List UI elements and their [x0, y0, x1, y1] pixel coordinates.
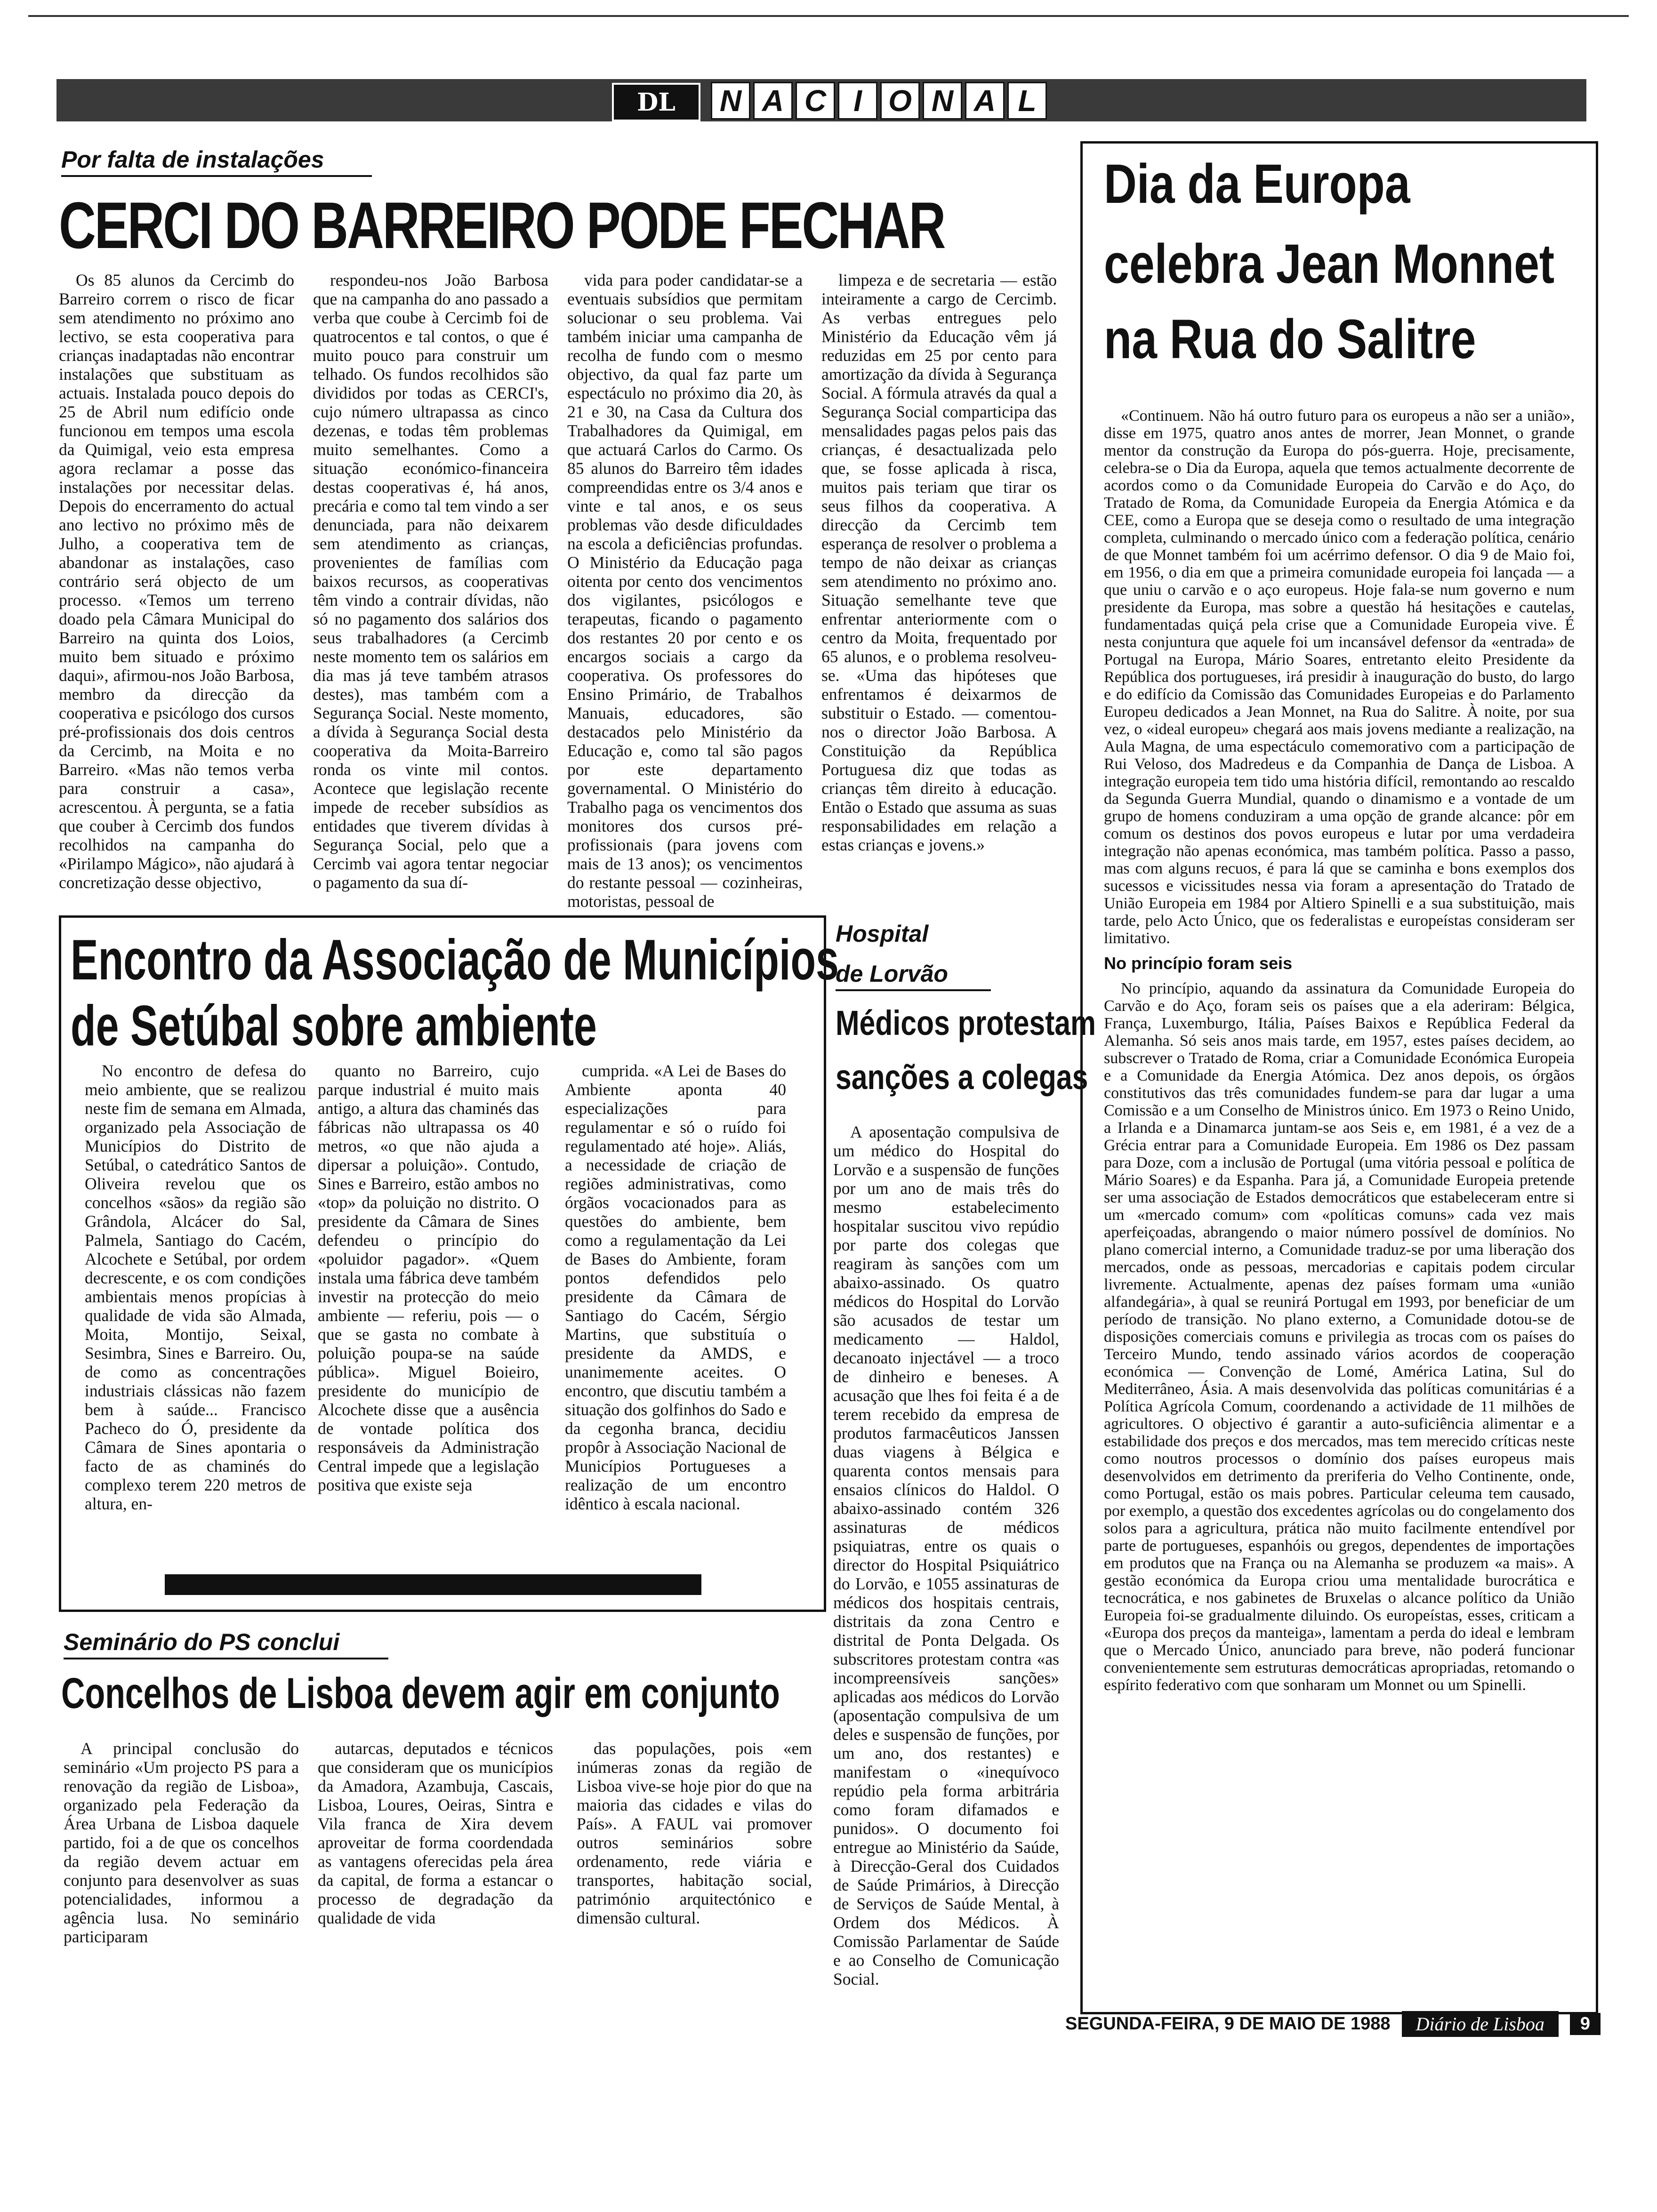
setubal-black-rule	[165, 1574, 701, 1595]
setubal-headline-line-1: Encontro da Associação de Municípios	[71, 928, 839, 992]
article-text: Os 85 alunos da Cercimb do Barreiro correm o risco de ficar sem atendimento no próximo ano lectivo, se esta cooperativa para crianças inadaptadas não encontrar instalações que substituam as actuais. Instalada pouco depois do 25 de Abril num edifício onde funcionou em tempos uma escola da Quimigal, veio esta empresa agora reclamar a posse das instalações por necessitar delas. Depois do encerramento do actual ano lectivo no próximo mês de Julho, a cooperativa tem de abandonar as instalações, caso contrário será objecto de um processo. «Temos um terreno doado pela Câmara Municipal do Barreiro na quinta dos Loios, muito bem situado e próximo daqui», afirmou-nos João Barbosa, membro da direcção da cooperativa e psicólogo dos cursos pré-profissionais dos dois centros da Cercimb, na Moita e no Barreiro. «Mas não temos verba para construir a casa», acrescentou. À pergunta, se a fatia que couber à Cercimb dos fundos recolhidos na campanha do «Pirilampo Mágico», não ajudará à concretização desse objectivo,	[59, 271, 294, 892]
article-text: limpeza e de secretaria — estão inteiramente a cargo de Cercimb. As verbas entregues pelo Ministério da Educação vêm já reduzidas em 25 por cento para amortização da dívida à Segurança Social. A fórmula através da qual a Segurança Social comparticipa das mensalidades pagas pelos pais das crianças, é desactualizada pelo que, se fosse aplicada à risca, muitos pais teriam que tirar os seus filhos da cooperativa. A direcção da Cercimb tem esperança de resolver o problema a tempo de não deixar as crianças sem atendimento no próximo ano. Situação semelhante teve que enfrentar anteriormente com o centro da Moita, frequentado por 65 alunos, e o problema resolveu-se. «Uma das hipóteses que enfrentamos é deixarmos de substituir o Estado. — comentou-nos o director João Barbosa. A Constituição da República Portuguesa diz que todas as crianças têm direito à educação. Então o Estado que assuma as suas responsabilidades em relação a estas crianças e jovens.»	[821, 271, 1057, 854]
europa-body	[1104, 407, 1575, 1694]
lorvao-body	[833, 1122, 1059, 1988]
top-rule	[28, 15, 1629, 17]
europa-headline-line-3: na Rua do Salitre	[1104, 308, 1476, 370]
section-letter: O	[880, 82, 920, 120]
ps-column-2	[318, 1739, 553, 1927]
section-letter: L	[1007, 82, 1047, 120]
cerci-kicker: Por falta de instalações	[61, 146, 372, 177]
article-text: quanto no Barreiro, cujo parque industrial é muito mais antigo, a altura das chaminés das fábricas não ultrapassa os 40 metros, «o que não ajuda a dipersar a poluição». Contudo, Sines e Barreiro, estão ambos no «top» da poluição no distrito. O presidente da Câmara de Sines defendeu o princípio do «poluidor pagador». «Quem instala uma fábrica deve também investir na protecção do meio ambiente — referiu, pois — o que se gasta no combate à poluição poupa-se na saúde pública». Miguel Boieiro, presidente do município de Alcochete disse que a ausência de vontade política dos responsáveis da Administração Central impede que a legislação positiva que existe seja	[318, 1061, 539, 1494]
section-letter: A	[965, 82, 1005, 120]
ps-kicker: Seminário do PS conclui	[64, 1628, 388, 1659]
article-text: autarcas, deputados e técnicos que consideram que os municípios da Amadora, Azambuja, Cascais, Lisboa, Loures, Oeiras, Sintra e Vila franca de Xira devem aproveitar de forma coordendada as vantagens oferecidas pela área da capital, de forma a estancar o processo de degradação da qualidade de vida	[318, 1739, 553, 1927]
article-text: A principal conclusão do seminário «Um projecto PS para a renovação da região de Lisboa», organizado pela Federação da Área Urbana de Lisboa daquele partido, foi a de que os concelhos da região devem actuar em conjunto para desenvolver as suas potencialidades, informou a agência lusa. No seminário participaram	[64, 1739, 299, 1946]
article-text: cumprida. «A Lei de Bases do Ambiente aponta 40 especializações para regulamentar e só o ruído foi regulamentado até hoje». Aliás, a necessidade de criação de regiões administrativas, como órgãos vocacionados para as questões do ambiente, bem como a regulamentação da Lei de Bases do Ambiente, foram pontos defendidos pelo presidente da Câmara de Santiago do Cacém, Sérgio Martins, que substituía o presidente da AMDS, e unanimemente aceites. O encontro, que discutiu também a situação dos golfinhos do Sado e da cegonha branca, decidiu propôr à Associação Nacional de Municípios Portugueses a realização de um encontro idêntico à escala nacional.	[565, 1061, 786, 1513]
europa-headline-line-1: Dia da Europa	[1104, 153, 1410, 215]
cerci-column-3	[567, 271, 803, 911]
section-name	[711, 82, 1050, 120]
footer-date: SEGUNDA-FEIRA, 9 DE MAIO DE 1988	[1065, 2013, 1391, 2034]
footer-masthead: Diário de Lisboa	[1402, 2011, 1559, 2037]
article-text: «Continuem. Não há outro futuro para os europeus a não ser a união», disse em 1975, quatro anos antes de morrer, Jean Monnet, o grande mentor da construção da Europa do pós-guerra. Hoje, precisamente, celebra-se o Dia da Europa, aquela que temos actualmente decorrente de acordos como o da Comunidade Europeia do Carvão e do Aço, do Tratado de Roma, da Comunidade Europeia da Energia Atómica e da CEE, como a Europa que se deseja como o resultado de uma integração completa, culminando o mercado único com a federação política, cenário de que Monnet também foi um acérrimo defensor. O dia 9 de Maio foi, em 1956, o dia em que a primeira comunidade europeia foi lançada — a que uniu o carvão e o aço europeus. Hoje fala-se num governo e num presidente da Europa, mas sobre a questão há hesitações e cautelas, fundamentadas quiçá pela crise que a Comunidade Europeia vive. É nesta conjuntura que aquele foi um incansável defensor da «entrada» de Portugal na Europa, Mário Soares, entretanto eleito Presidente da República dos portugueses, irá presidir à inauguração do busto, do largo e do edifício da Comissão das Comunidades Europeias e do Parlamento Europeu dedicados a Jean Monnet, na Rua do Salitre. À noite, por sua vez, o «ideal europeu» chegará aos mais jovens mediante a realização, na Aula Magna, de uma espectáculo comemorativo com a participação de Rui Veloso, dos Madredeus e da Companhia de Dança de Lisboa. A integração europeia tem tido uma história difícil, remontando ao rescaldo da Segunda Guerra Mundial, quando o dinamismo e a vontade de um grupo de homens conduziram a uma opção de grande alcance: pôr em comum os destinos dos povos europeus e lutar por uma verdadeira integração não apenas económica, mas também política. Passo a passo, mas com alguns recuos, é para lá que se caminha e bons exemplos dos sucessos e vicissitudes nessa via foram a apresentação do Tratado de União Europeia em 1984 por Altiero Spinelli e a sua substituição, mais tarde, pelo Acto Único, que os federalistas e europeístas consideram ser limitativo.	[1104, 407, 1575, 947]
europa-subhead: No princípio foram seis	[1104, 954, 1293, 973]
lorvao-kicker-line-2: de Lorvão	[836, 960, 991, 991]
section-letter: N	[711, 82, 750, 120]
lorvao-headline-line-2: sanções a colegas	[836, 1058, 1088, 1097]
setubal-headline-line-2: de Setúbal sobre ambiente	[71, 994, 597, 1058]
page-number: 9	[1570, 2013, 1601, 2035]
setubal-column-3	[565, 1061, 786, 1513]
lorvao-headline-line-1: Médicos protestam	[836, 1003, 1096, 1042]
article-text: das populações, pois «em inúmeras zonas da região de Lisboa vive-se hoje pior do que na maioria das cidades e vilas do País». A FAUL vai promover outros seminários sobre ordenamento, rede viária e transportes, habitação social, património arquitectónico e dimensão cultural.	[577, 1739, 812, 1927]
article-text: vida para poder candidatar-se a eventuais subsídios que permitam solucionar o seu problema. Vai também iniciar uma campanha de recolha de fundo com o mesmo objectivo, da qual faz parte um espectáculo no próximo dia 20, às 21 e 30, na Casa da Cultura dos Trabalhadores da Quimigal, em que actuará Carlos do Carmo. Os 85 alunos do Barreiro têm idades compreendidas entre os 3/4 anos e vinte e tal anos, e os seus problemas vão desde dificuldades na escola a deficiências profundas. O Ministério da Educação paga oitenta por cento dos vencimentos dos vigilantes, psicólogos e terapeutas, ficando o pagamento dos restantes 20 por cento e os encargos sociais a cargo da cooperativa. Os professores do Ensino Primário, de Trabalhos Manuais, educadores, são destacados pelo Ministério da Educação e, como tal são pagos por este departamento governamental. O Ministério do Trabalho paga os vencimentos dos monitores dos cursos pré-profissionais (para jovens com mais de 13 anos); os vencimentos do restante pessoal — cozinheiras, motoristas, pessoal de	[567, 271, 803, 911]
section-letter: N	[923, 82, 962, 120]
article-text: A aposentação compulsiva de um médico do Hospital do Lorvão e a suspensão de funções por um ano de mais três do mesmo estabelecimento hospitalar suscitou vivo repúdio por parte dos colegas que reagiram às sanções com um abaixo-assinado. Os quatro médicos do Hospital do Lorvão são acusados de testar um medicamento — Haldol, decanoato injectável — a troco de dinheiro e beneses. A acusação que lhes foi feita é a de terem recebido da empresa de produtos farmacêuticos Janssen duas viagens à Bélgica e quarenta contos mensais para ensaios clínicos do Haldol. O abaixo-assinado contém 326 assinaturas de médicos psiquiatras, entre os quais o director do Hospital Psiquiátrico do Lorvão, e 1055 assinaturas de médicos dos hospitais centrais, distritais da zona Centro e distrital de Ponta Delgada. Os subscritores protestam contra «as incompreensíveis sanções» aplicadas aos médicos do Lorvão (aposentação compulsiva de um deles e suspensão de funções, por um ano, dos restantes) e manifestam o «inequívoco repúdio pela forma arbitrária como foram difamados e punidos». O documento foi entregue ao Ministério da Saúde, à Direcção-Geral dos Cuidados de Saúde Primários, à Direcção de Serviços de Saúde Mental, à Ordem dos Médicos. À Comissão Parlamentar de Saúde e ao Conselho de Comunicação Social.	[833, 1122, 1059, 1988]
article-text: No encontro de defesa do meio ambiente, que se realizou neste fim de semana em Almada, organizado pela Associação de Municípios do Distrito de Setúbal, o catedrático Santos de Oliveira revelou que os concelhos «sãos» da região são Grândola, Alcácer do Sal, Palmela, Santiago do Cacém, Alcochete e Setúbal, por ordem decrescente, e os com condições ambientais menos propícias à qualidade de vida são Almada, Moita, Montijo, Seixal, Sesimbra, Sines e Barreiro. Ou, de como as concentrações industriais clássicas não fazem bem à saúde... Francisco Pacheco do Ó, presidente da Câmara de Sines apontaria o facto de as chaminés do complexo terem 220 metros de altura, en-	[85, 1061, 306, 1513]
cerci-column-2	[313, 271, 548, 892]
europa-headline-line-2: celebra Jean Monnet	[1104, 233, 1555, 295]
lorvao-kicker-line-1: Hospital	[836, 921, 929, 947]
cerci-column-1	[59, 271, 294, 892]
section-letter: A	[753, 82, 793, 120]
article-text: No princípio, aquando da assinatura da Comunidade Europeia do Carvão e do Aço, foram seis os países que a ela aderiram: Bélgica, França, Luxemburgo, Itália, Países Baixos e República Federal da Alemanha. Só seis anos mais tarde, em 1957, estes países decidem, ao subscrever o Tratado de Roma, criar a Comunidade Económica Europeia e a Comunidade da Energia Atómica. Dez anos depois, os órgãos constitutivos das três comunidades fundem-se para dar lugar a uma Comissão e a um Conselho de Ministros único. Em 1973 o Reino Unido, a Irlanda e a Dinamarca juntam-se aos Seis e, em 1981, é a vez de a Grécia entrar para a Comunidade Europeia. Em 1986 os Dez passam para Doze, com a inclusão de Portugal (uma vitória pessoal e política de Mário Soares) e da Espanha. Para já, a Comunidade Europeia pretende ser uma associação de Estados democráticos que estabeleceram entre si um «mercado comum» com «políticas comuns» cada vez mais aperfeiçoadas, abrangendo o maior número possível de domínios. No plano comercial interno, a Comunidade traduz-se por uma liberação dos mercados, onde as pessoas, mercadorias e capitais podem circular livremente. Actualmente, apenas dez países formam uma «união alfandegária», à qual se reunirá Portugal em 1993, por beneficiar de um período de transição. No plano externo, a Comunidade dotou-se de disposições comerciais comuns e privilegia as trocas com os países do Terceiro Mundo, tendo assinado vários acordos de cooperação económica — Convenção de Lomé, América Latina, Sul do Mediterrâneo, Ásia. A mais desenvolvida das políticas comunitárias é a Política Agrícola Comum, coordenando a actividade de 11 milhões de agricultores. O objectivo é garantir a auto-suficiência alimentar e a estabilidade dos preços e dos mercados, mas tem merecido críticas neste como noutros processos o domínio dos países europeus mais desenvolvidos em detrimento da preriferia do Velho Continente, onde, como Portugal, estão os mais pobres. Particular celeuma tem causado, por exemplo, a questão dos excedentes agrícolas ou do congelamento dos solos para a agricultura, prática não muito facilmente entendível por parte de portugueses, espanhóis ou gregos, dependentes de importações em produtos que na França ou na Alemanha se produzem «a mais». A gestão económica da Europa criou uma mentalidade burocrática e tecnocrática, e nos gabinetes de Bruxelas o alcance político da União Europeia foi-se gradualmente diluindo. Os europeístas, esses, criticam a «Europa dos preços da manteiga», lamentam a perda do ideal e lembram que o Mercado Único, anunciado para breve, não poderá funcionar convenientemente sem estruturas democráticas apropriadas, retomando o espírito federativo com que sonharam um Monnet ou um Spinelli.	[1104, 980, 1575, 1694]
section-letter: C	[796, 82, 835, 120]
cerci-column-4	[821, 271, 1057, 854]
setubal-column-1	[85, 1061, 306, 1513]
cerci-headline: CERCI DO BARREIRO PODE FECHAR	[59, 188, 945, 262]
setubal-column-2	[318, 1061, 539, 1494]
newspaper-logo: DL	[612, 83, 700, 121]
ps-column-1	[64, 1739, 299, 1946]
ps-headline: Concelhos de Lisboa devem agir em conjunto	[61, 1669, 780, 1717]
article-text: respondeu-nos João Barbosa que na campanha do ano passado a verba que coube à Cercimb foi de quatrocentos e tal contos, o que é muito pouco para construir um telhado. Os fundos recolhidos são divididos por todas as CERCI's, cujo número ultrapassa as cinco dezenas, e todas têm problemas muito semelhantes. Como a situação económico-financeira destas cooperativas é, há anos, precária e como tal tem vindo a ser denunciada, para não deixarem sem atendimento as crianças, provenientes de famílias com baixos recursos, as cooperativas têm vindo a contrair dívidas, não só no pagamento dos salários dos seus trabalhadores (a Cercimb neste momento tem os salários em dia mas já teve também atrasos destes), mas também com a Segurança Social. Neste momento, a dívida à Segurança Social desta cooperativa da Moita-Barreiro ronda os vinte mil contos. Acontece que legislação recente impede de receber subsídios as entidades que tiverem dívidas à Segurança Social, pelo que a Cercimb vai agora tentar negociar o pagamento da sua dí-	[313, 271, 548, 892]
ps-column-3	[577, 1739, 812, 1927]
section-letter: I	[838, 82, 877, 120]
section-header-bar	[56, 79, 1586, 121]
page-footer	[946, 2010, 1601, 2038]
